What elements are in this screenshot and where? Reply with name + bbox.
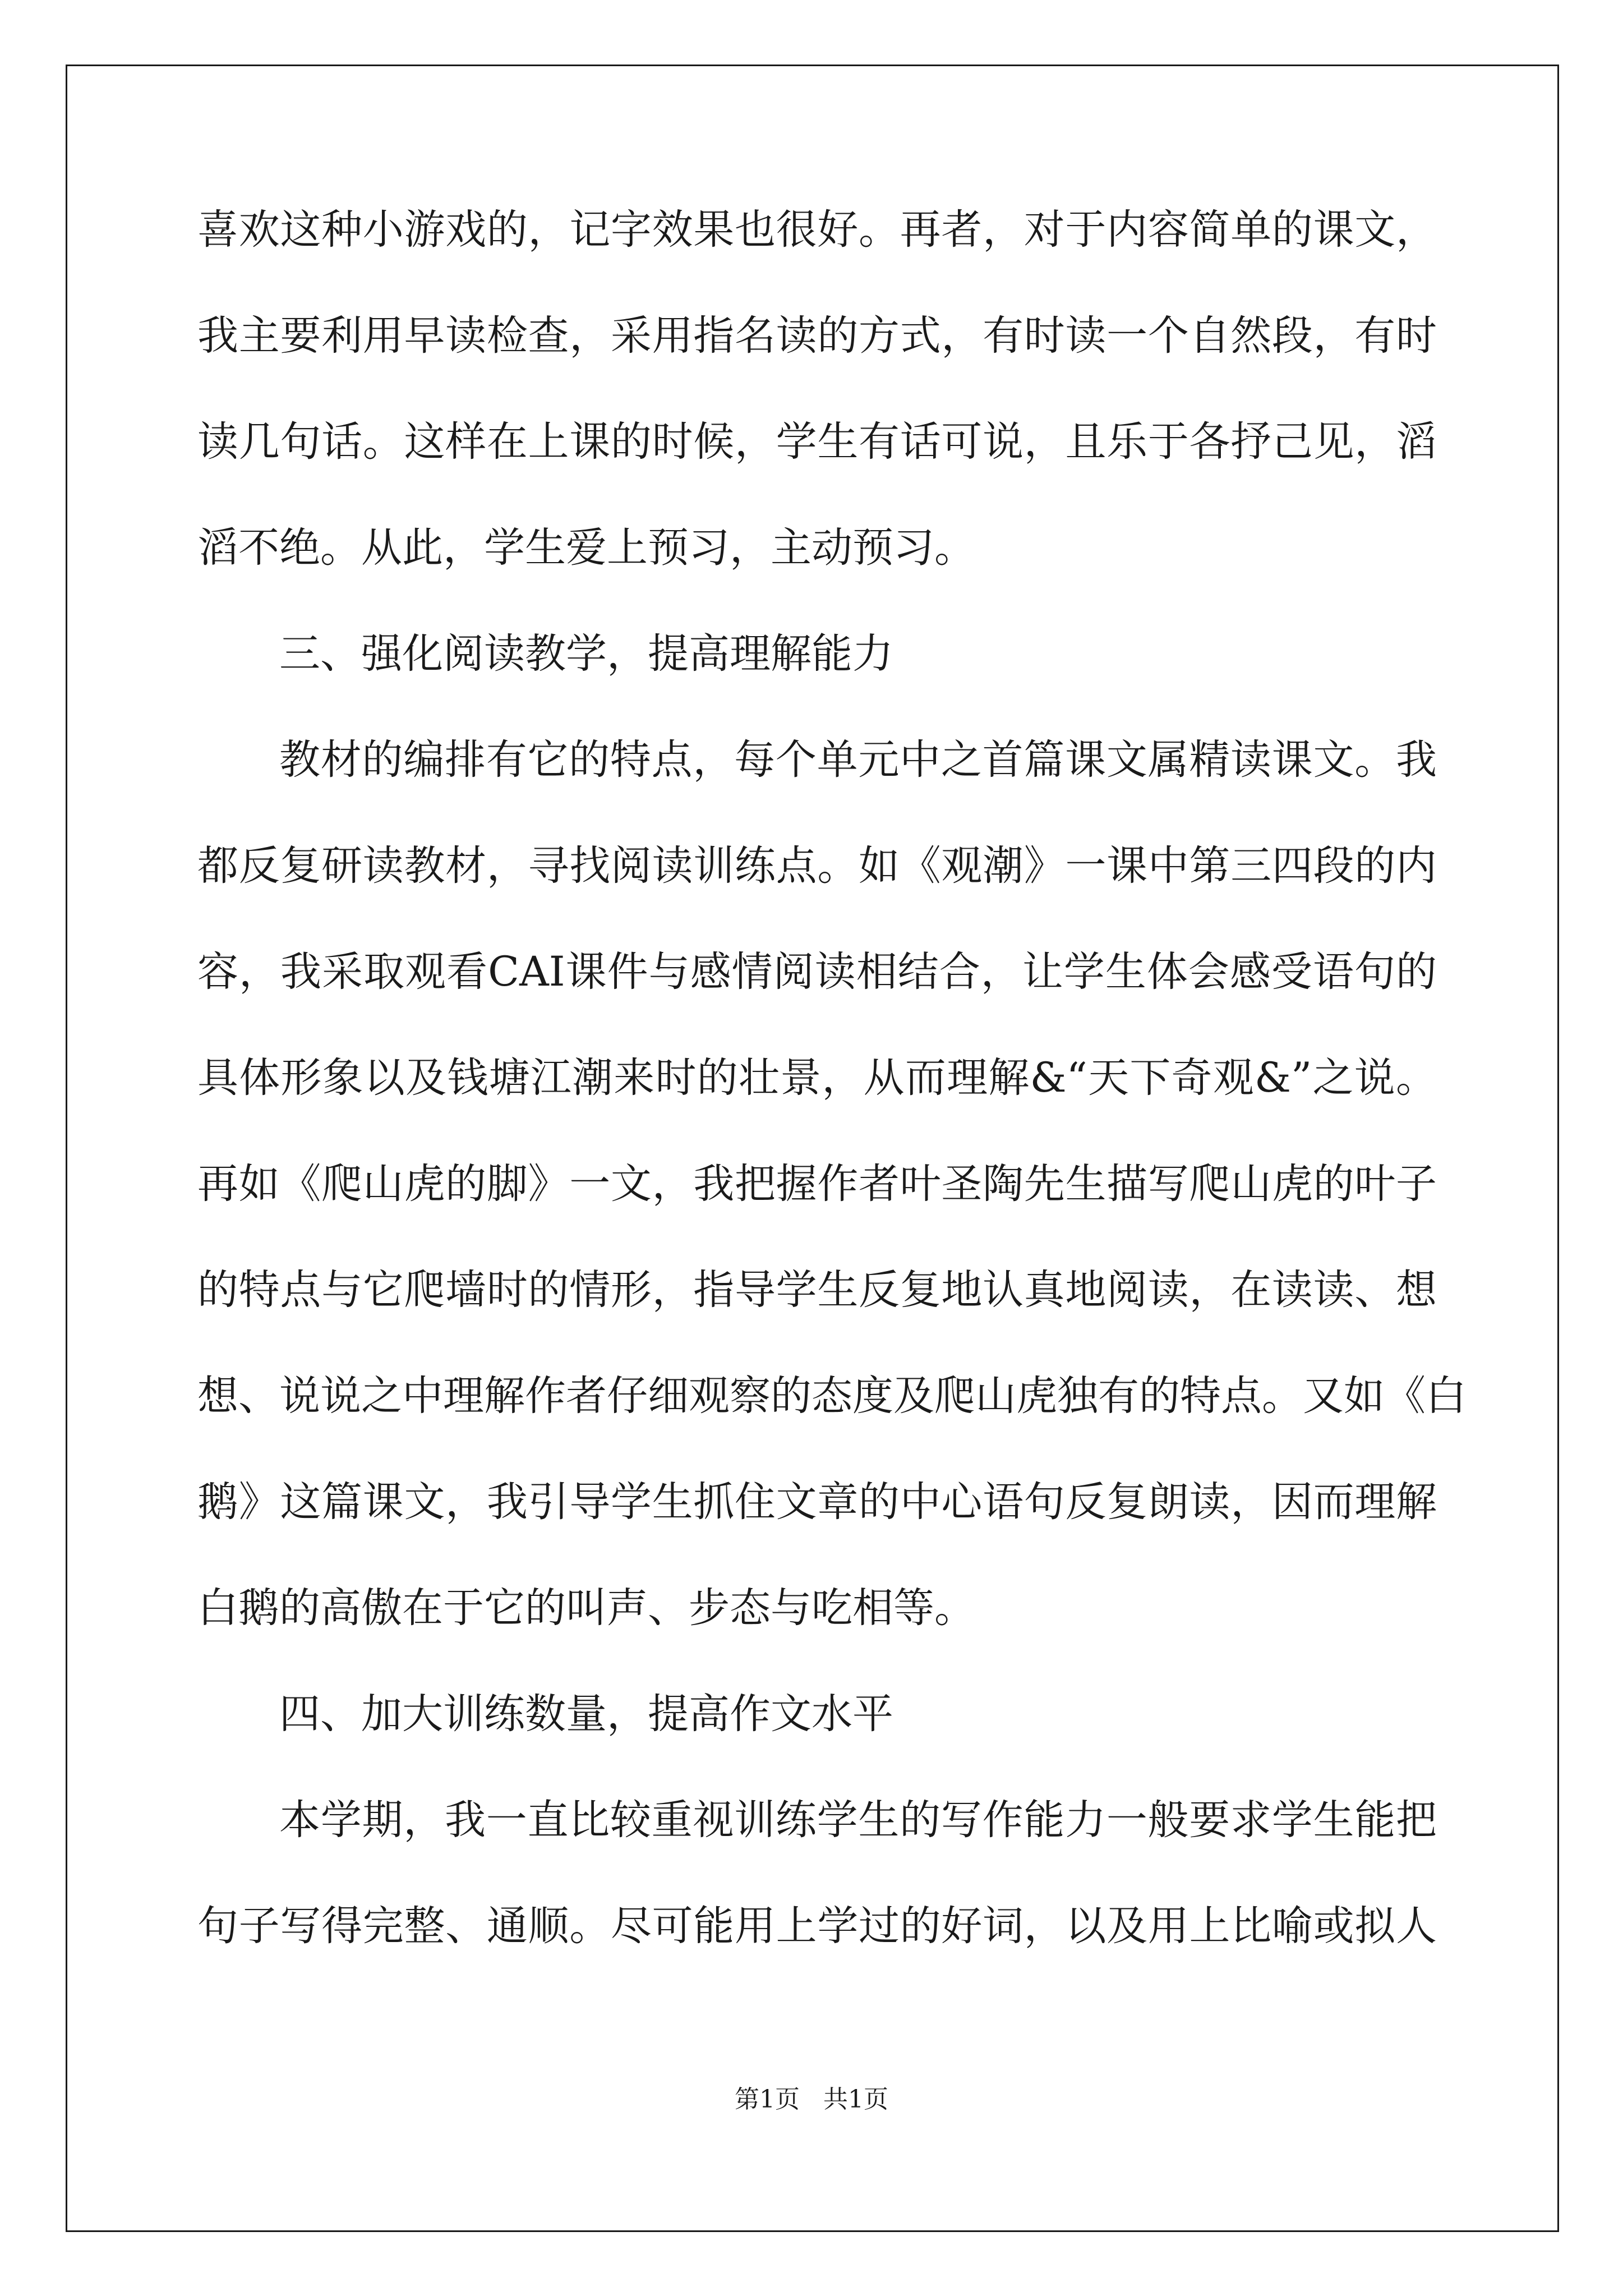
paragraph-line: 的特点与它爬墙时的情形，指导学生反复地认真地阅读，在读读、想: [197, 1266, 1437, 1314]
document-body: [197, 199, 1467, 2001]
paragraph-line: 都反复研读教材，寻找阅读训练点。如《观潮》一课中第三四段的内: [197, 842, 1437, 890]
section-heading: 三、强化阅读教学，提高理解能力: [279, 630, 893, 678]
page-number: 第1页: [735, 2085, 800, 2114]
paragraph-line: 白鹅的高傲在于它的叫声、步态与吃相等。: [197, 1584, 975, 1632]
paragraph-line: 读几句话。这样在上课的时候，学生有话可说，且乐于各抒己见，滔: [197, 418, 1437, 466]
paragraph-line: 我主要利用早读检查，采用指名读的方式，有时读一个自然段，有时: [197, 312, 1437, 360]
paragraph-line: 喜欢这种小游戏的，记字效果也很好。再者，对于内容简单的课文，: [197, 206, 1437, 254]
section-heading: 四、加大训练数量，提高作文水平: [279, 1690, 893, 1738]
paragraph-line: 句子写得完整、通顺。尽可能用上学过的好词，以及用上比喻或拟人: [197, 1902, 1437, 1950]
paragraph-line: 容，我采取观看CAI课件与感情阅读相结合，让学生体会感受语句的: [197, 948, 1437, 996]
page-footer: [0, 2079, 1623, 2115]
paragraph-line: 再如《爬山虎的脚》一文，我把握作者叶圣陶先生描写爬山虎的叶子: [197, 1160, 1437, 1208]
paragraph-line: 教材的编排有它的特点，每个单元中之首篇课文属精读课文。我: [279, 736, 1437, 784]
paragraph-line: 本学期，我一直比较重视训练学生的写作能力一般要求学生能把: [279, 1796, 1437, 1844]
paragraph-line: 滔不绝。从此，学生爱上预习，主动预习。: [197, 524, 975, 572]
page-total: 共1页: [823, 2085, 888, 2114]
paragraph-line: 想、说说之中理解作者仔细观察的态度及爬山虎独有的特点。又如《白: [197, 1372, 1467, 1420]
paragraph-line: 具体形象以及钱塘江潮来时的壮景，从而理解&“天下奇观&”之说。: [197, 1054, 1437, 1102]
paragraph-line: 鹅》这篇课文，我引导学生抓住文章的中心语句反复朗读，因而理解: [197, 1478, 1437, 1526]
